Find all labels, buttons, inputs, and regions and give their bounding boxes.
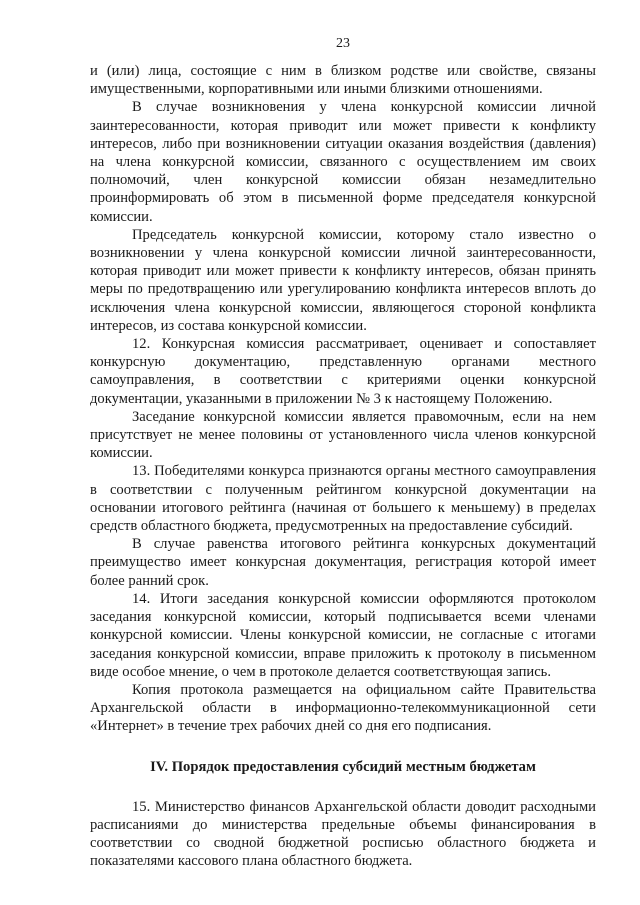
paragraph-equal-rating: В случае равенства итогового рейтинга конкурсных документаций преимущество имеет конкурсная документация, регистрация которой имеет более ранний срок. xyxy=(90,536,596,589)
document-body-bottom xyxy=(90,798,596,871)
paragraph-relatives-continuation: и (или) лица, состоящие с ним в близком родстве или свойстве, связаны имущественными, корпоративными или иными близкими отношениями. xyxy=(90,63,596,98)
paragraph-item-14: 14. Итоги заседания конкурсной комиссии оформляются протоколом заседания конкурсной комиссии, который подписывается всеми членами конкурсной комиссии. Члены конкурсной комиссии, не согласные с итогами заседания конкурсной комиссии, вправе приложить к протоколу в письменном виде особое мнение, о чем в протоколе делается соответствующая запись. xyxy=(90,590,596,680)
paragraph-item-15: 15. Министерство финансов Архангельской области доводит расходными расписаниями до министерства предельные объемы финансирования в соответствии со сводной бюджетной росписью областного бюджета и показателями кассового плана областного бюджета. xyxy=(90,798,596,870)
document-body-top xyxy=(90,62,596,736)
paragraph-quorum: Заседание конкурсной комиссии является правомочным, если на нем присутствует не менее половины от установленного числа членов конкурсной комиссии. xyxy=(90,408,596,462)
paragraph-personal-interest: В случае возникновения у члена конкурсной комиссии личной заинтересованности, которая приводит или может привести к конфликту интересов, либо при возникновении ситуации оказания воздействия (давления) на члена конкурсной комиссии, связанного с осуществлением им своих полномочий, член конкурсной комиссии обязан незамедлительно проинформировать об этом в письменной форме председателя конкурсной комиссии. xyxy=(90,99,596,225)
page-number: 23 xyxy=(336,36,350,51)
paragraph-item-12: 12. Конкурсная комиссия рассматривает, оценивает и сопоставляет конкурсную документацию, представленную органами местного самоуправления, в соответствии с критериями оценки конкурсной документации, указанными в приложении № 3 к настоящему Положению. xyxy=(90,336,596,407)
paragraph-item-13: 13. Победителями конкурса признаются органы местного самоуправления в соответствии с полученным рейтингом конкурсной документации на основании итогового рейтинга (начиная от большего к меньшему) в пределах средств областного бюджета, предусмотренных на предоставление субсидий. xyxy=(90,463,596,535)
paragraph-protocol-copy: Копия протокола размещается на официальном сайте Правительства Архангельской области в информационно-телекоммуникационной сети «Интернет» в течение трех рабочих дней со дня его подписания. xyxy=(90,681,596,735)
paragraph-chairman-measures: Председатель конкурсной комиссии, которому стало известно о возникновении у члена конкурсной комиссии личной заинтересованности, которая приводит или может привести к конфликту интересов, обязан принять меры по предотвращению или урегулированию конфликта интересов вплоть до исключения члена конкурсной комиссии, являющегося стороной конфликта интересов, из состава конкурсной комиссии. xyxy=(90,226,596,334)
section-title: IV. Порядок предоставления субсидий местным бюджетам xyxy=(150,758,536,775)
